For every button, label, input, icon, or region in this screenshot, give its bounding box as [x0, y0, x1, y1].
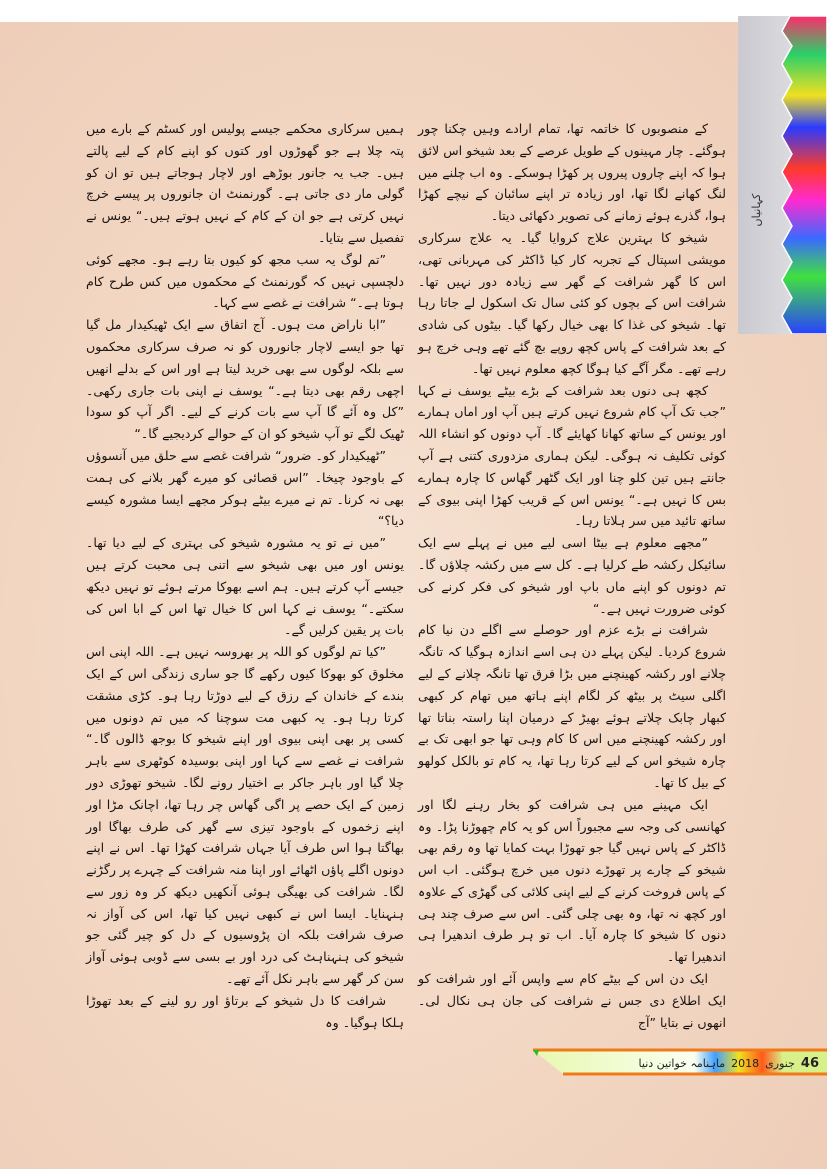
paragraph: شرافت کا دل شیخو کے برتاؤ اور رو لینے کے بعد تھوڑا ہلکا ہوگیا۔ وہ — [86, 992, 404, 1030]
issue-month: جنوری — [765, 1056, 795, 1070]
magazine-name: ماہنامہ خواتین دنیا — [638, 1056, 726, 1070]
paragraph: ”ٹھیکیدار کو۔ ضرور“ شرافت غصے سے حلق میں آنسوؤں کے باوجود چیخا۔ ”اس قصائی کو میرے گھر بلانے کی ہمت بھی نہ کرنا۔ تم نے میرے بیٹے ہوکر مجھے ایسا مشورہ کیسے دیا؟“ — [86, 447, 404, 529]
paragraph: ”میں نے تو یہ مشورہ شیخو کی بہتری کے لیے دیا تھا۔ یونس اور میں بھی شیخو سے اتنی ہی محبت کرتے ہیں جیسے آپ کرتے ہیں۔ ہم اسے بھوکا مرتے ہوئے تو نہیں دیکھ سکتے۔“ یوسف نے کہا اس کا خیال تھا اس کے ابا اس کی بات پر یقین کرلیں گے۔ — [86, 535, 404, 638]
paragraph: کچھ ہی دنوں بعد شرافت کے بڑے بیٹے یوسف نے کہا ”جب تک آپ کام شروع نہیں کرتے ہیں آپ اور اماں ہمارے اور یونس کے ساتھ کھانا کھایئے گا۔ آپ دونوں کو انشاء اللہ کوئی تکلیف نہ ہوگی۔ لیکن ہماری مزدوری کتنی ہے آپ جانتے ہیں تین کلو چنا اور ایک گٹھر گھاس کا چارہ ہمارے بس کا نہیں ہے۔“ یونس اس کے قریب کھڑا اپنی بیوی کے ساتھ تائید میں سر ہلاتا رہا۔ — [418, 382, 726, 529]
paragraph: کے منصوبوں کا خاتمہ تھا، تمام ارادے وہیں چکنا چور ہوگئے۔ چار مہینوں کے طویل عرصے کے بعد شیخو اس لائق ہوا کہ اپنے چاروں پیروں پر کھڑا ہوسکے۔ وہ اب چلنے میں لنگ کھانے لگا تھا، اور زیادہ تر اپنے سائبان کے نیچے کھڑا ہوا، گذرے ہوئے زمانے کی تصویر دکھائی دیتا۔ — [418, 121, 726, 224]
paragraph: ایک مہینے میں ہی شرافت کو بخار رہنے لگا اور کھانسی کی وجہ سے مجبوراً اس کو یہ کام چھوڑنا پڑا۔ وہ ڈاکٹر کے پاس نہیں گیا جو تھوڑا بہت کمایا تھا وہ رقم بھی شیخو کے چارے پر تھوڑے دنوں میں خرچ ہوگئی۔ اب اس کے پاس فروخت کرنے کے لیے اپنی کلائی کی گھڑی کے علاوہ اور کچھ نہ تھا، وہ بھی چلی گئی۔ اس سے صرف چند ہی دنوں کا شیخو کا چارہ آیا۔ اب تو ہر طرف اندھیرا ہی اندھیرا تھا۔ — [418, 796, 726, 965]
paragraph: ایک دن اس کے بیٹے کام سے واپس آئے اور شرافت کو ایک اطلاع دی جس نے شرافت کی جان ہی نکال لی۔ انھوں نے بتایا ”آج — [418, 971, 726, 1030]
article-column-right — [418, 118, 726, 1033]
paragraph: شرافت نے بڑے عزم اور حوصلے سے اگلے دن نیا کام شروع کردیا۔ لیکن پہلے دن ہی اسے اندازہ ہوگیا کہ تانگہ چلانے اور رکشہ کھینچنے میں بڑا فرق تھا تانگہ چلانے کے لیے اگلی سیٹ پر بیٹھ کر لگام اپنے ہاتھ میں تھام کر کبھی کبھار چابک چلاتے ہوئے بھیڑ کے درمیان اپنا راستہ بناتا تھا اور رکشہ کھینچنے میں اس کا کام وہی تھا جو ابھی تک بے چارہ شیخو اس کے لیے کرتا رہا تھا، یہ کام تو بالکل کولھو کے بیل کا تھا۔ — [418, 622, 726, 790]
page-footer — [533, 1048, 827, 1076]
paragraph: ”مجھے معلوم ہے بیٹا اسی لیے میں نے پہلے سے ایک سائیکل رکشہ طے کرلیا ہے۔ کل سے میں رکشہ چلاؤں گا۔ تم دونوں کو اپنے ماں باپ اور شیخو کی فکر کرنے کی کوئی ضرورت نہیں ہے۔“ — [418, 535, 726, 616]
section-banner — [738, 16, 827, 334]
issue-year: 2018 — [731, 1056, 760, 1070]
article-column-left — [86, 118, 404, 1033]
page-number: 46 — [800, 1055, 819, 1071]
paragraph: ”ابا ناراض مت ہوں۔ آج اتفاق سے ایک ٹھیکیدار مل گیا تھا جو ایسے لاچار جانوروں کو نہ صرف سرکاری محکموں سے بلکہ لوگوں سے بھی خرید لیتا ہے اور اس کے بدلے انھیں اچھی رقم بھی دیتا ہے۔“ یوسف نے اپنی بات جاری رکھی۔ ”کل وہ آئے گا آپ سے بات کرنے کے لیے۔ اگر آپ کو سودا ٹھیک لگے تو آپ شیخو کو ان کے حوالے کردیجیے گا۔“ — [86, 317, 404, 442]
paragraph: ”کیا تم لوگوں کو اللہ پر بھروسہ نہیں ہے۔ اللہ اپنی اس مخلوق کو بھوکا کیوں رکھے گا جو ساری زندگی اس کے ایک بندے کے خاندان کے رزق کے لیے دوڑتا رہا ہو۔ کڑی مشقت کرتا رہا ہو۔ یہ کبھی مت سوچنا کہ میں تم دونوں میں کسی پر بھی اپنی بیوی اور اپنے شیخو کا بوجھ ڈالوں گا۔“ شرافت نے غصے سے کہا اور اپنی بوسیدہ کوٹھری سے باہر چلا گیا اور باہر جاکر بے اختیار رونے لگا۔ شیخو تھوڑی دور زمین کے ایک حصے پر اگی گھاس چر رہا تھا، اچانک مڑا اور اپنے زخموں کے باوجود تیزی سے گھر کی طرف بھاگا اور بھاگتا ہوا اس طرف آیا جہاں شرافت کھڑا تھا۔ اس نے اپنے دونوں اگلے پاؤں اٹھائے اور اپنا منہ شرافت کے چہرے پر رگڑنے لگا۔ شرافت کی بھیگی ہوئی آنکھیں دیکھ کر وہ زور سے ہنہنایا۔ ایسا اس نے کبھی نہیں کیا تھا، اس کی آواز نہ صرف شرافت بلکہ ان پڑوسیوں کے دل کو چیر گئی جو شیخو کی ہنہناہٹ کی درد اور بے بسی سے ڈوبی ہوئی آواز سن کر گھر سے باہر نکل آئے تھے۔ — [86, 644, 404, 987]
colorful-zigzag-pattern — [738, 16, 827, 334]
paragraph: ”تم لوگ یہ سب مجھ کو کیوں بتا رہے ہو۔ مجھے کوئی دلچسپی نہیں کہ گورنمنٹ کے محکموں میں کس طرح کام ہوتا ہے۔“ شرافت نے غصے سے کہا۔ — [86, 251, 404, 311]
page-top-margin — [0, 0, 827, 22]
paragraph: ہمیں سرکاری محکمے جیسے پولیس اور کسٹم کے بارے میں پتہ چلا ہے جو گھوڑوں اور کتوں کو اپنے کام کے لیے پالتے ہیں۔ جب یہ جانور بوڑھے اور لاچار ہوجاتے ہیں تو ان کو گولی مار دی جاتی ہے۔ گورنمنٹ ان جانوروں پر پیسے خرچ نہیں کرتی ہے جو ان کے کام کے نہیں ہوتے ہیں۔“ یونس نے تفصیل سے بتایا۔ — [86, 121, 404, 245]
section-label: کہانیاں — [750, 193, 763, 227]
paragraph: شیخو کا بہترین علاج کروایا گیا۔ یہ علاج سرکاری مویشی اسپتال کے تجربہ کار کیا ڈاکٹر کی مہربانی تھی، اس کا گھر شرافت کے گھر سے زیادہ دور نہیں تھا۔ شرافت اس کے بچوں کو کئی سال تک اسکول لے جاتا رہا تھا۔ شیخو کی غذا کا بھی خیال رکھا گیا۔ بیٹوں کی شادی کے بعد شرافت کے پاس کچھ روپے بچ گئے تھے وہی خرچ ہو رہے تھے۔ مگر آگے کیا ہوگا کچھ معلوم نہیں تھا۔ — [418, 229, 726, 376]
